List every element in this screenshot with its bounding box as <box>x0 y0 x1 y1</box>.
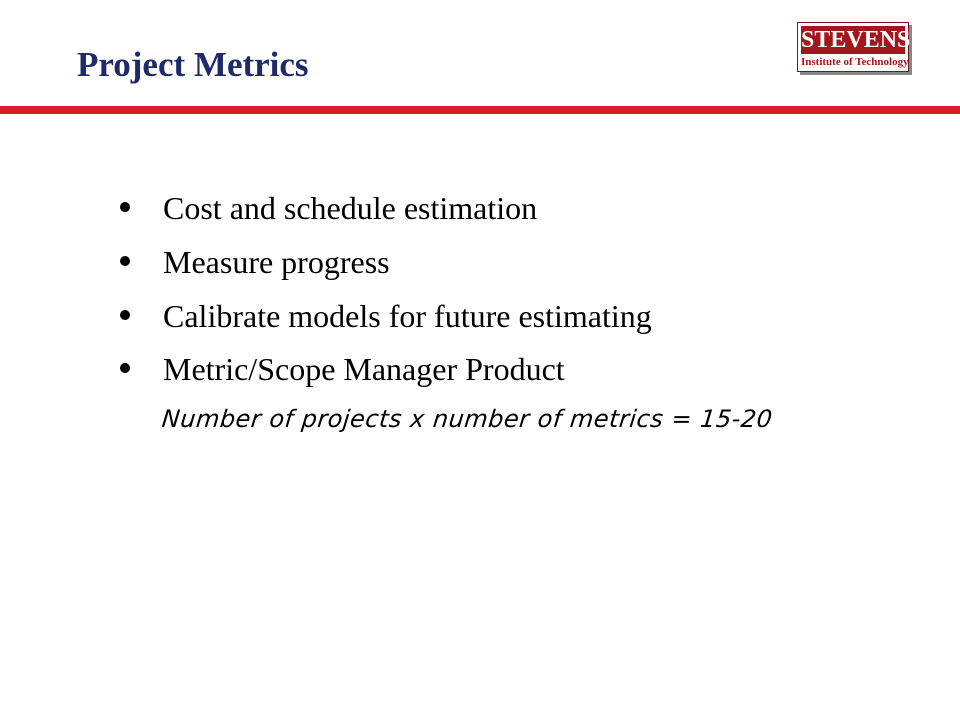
bullet-dot-icon <box>120 256 130 266</box>
header-divider <box>0 106 960 114</box>
slide-title: Project Metrics <box>77 45 309 84</box>
logo-subtitle: Institute of Technology <box>801 56 909 68</box>
logo-name: STEVENS <box>801 27 911 53</box>
bullet-dot-icon <box>120 363 130 373</box>
bullet-text: Measure progress <box>163 244 390 280</box>
bullet-text: Cost and schedule estimation <box>163 190 538 226</box>
bullet-dot-icon <box>120 202 130 212</box>
bullet-dot-icon <box>120 310 130 320</box>
handwritten-note: Number of projects x number of metrics = 15-20 <box>160 405 775 433</box>
bullet-text: Calibrate models for future estimating <box>163 298 652 334</box>
stevens-logo <box>797 22 909 72</box>
bullet-text: Metric/Scope Manager Product <box>163 351 565 387</box>
